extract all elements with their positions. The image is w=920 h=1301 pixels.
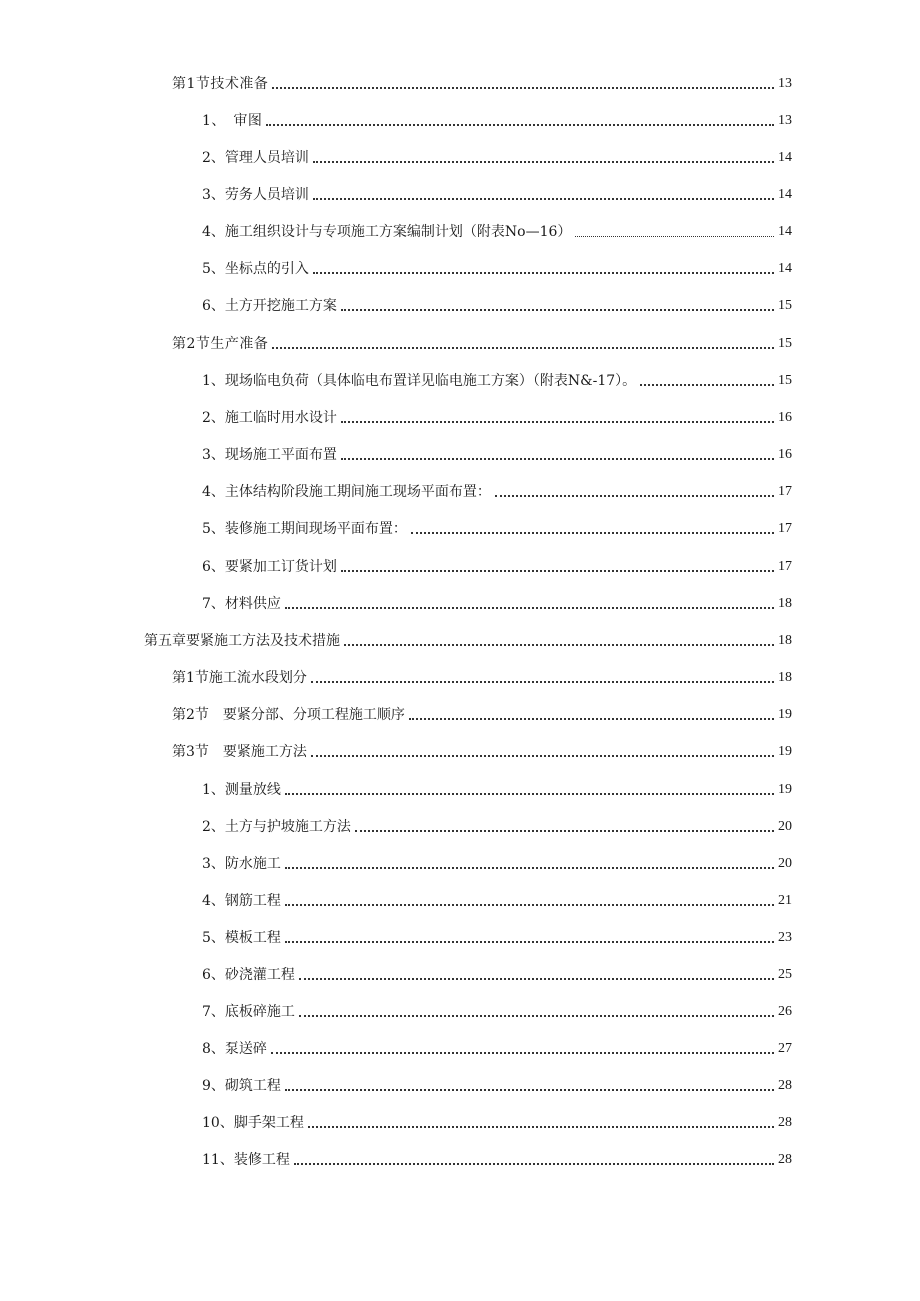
- dot-leader: [285, 793, 774, 795]
- toc-entry[interactable]: [202, 404, 792, 428]
- dot-leader: [341, 458, 774, 460]
- dot-leader: [411, 532, 774, 534]
- toc-entry-page: 14: [778, 261, 792, 276]
- toc-entry-page: 13: [778, 113, 792, 128]
- toc-entry-label: 5、模板工程: [202, 930, 281, 946]
- toc-entry-page: 15: [778, 298, 792, 313]
- toc-entry[interactable]: [202, 107, 792, 131]
- toc-entry[interactable]: [172, 701, 792, 725]
- toc-entry-page: 14: [778, 187, 792, 202]
- toc-entry-label: 3、防水施工: [202, 856, 281, 872]
- toc-entry-page: 17: [778, 521, 792, 536]
- toc-entry-label: 5、坐标点的引入: [202, 261, 309, 277]
- toc-entry[interactable]: [202, 1035, 792, 1059]
- dot-leader: [640, 384, 774, 386]
- toc-entry-label: 1、 审图: [202, 113, 263, 129]
- dot-leader: [285, 904, 774, 906]
- toc-entry[interactable]: [202, 887, 792, 911]
- toc-entry[interactable]: [202, 144, 792, 168]
- toc-entry[interactable]: [202, 292, 792, 316]
- dot-leader: [341, 421, 774, 423]
- dot-leader: [355, 830, 774, 832]
- toc-entry-label: 第3节 要紧施工方法: [172, 744, 307, 760]
- dot-leader: [285, 1089, 774, 1091]
- dot-leader: [311, 681, 774, 683]
- toc-entry-page: 27: [778, 1041, 792, 1056]
- toc-entry[interactable]: [202, 441, 792, 465]
- toc-entry[interactable]: [172, 330, 792, 354]
- toc-entry-page: 20: [778, 856, 792, 871]
- dot-leader: [266, 124, 774, 126]
- dot-leader: [313, 161, 774, 163]
- toc-entry[interactable]: [202, 515, 792, 539]
- dot-leader: [313, 272, 774, 274]
- dot-leader: [311, 755, 774, 757]
- toc-entry-label: 6、砂浇灌工程: [202, 967, 295, 983]
- dot-leader: [344, 644, 774, 646]
- toc-entry-label: 第1节施工流水段划分: [172, 670, 307, 686]
- dot-leader: [341, 309, 774, 311]
- toc-entry[interactable]: [172, 70, 792, 94]
- toc-entry-label: 4、钢筋工程: [202, 893, 281, 909]
- toc-entry-label: 1、现场临电负荷（具体临电布置详见临电施工方案）（附表N&-17）。: [202, 373, 637, 389]
- toc-entry-page: 14: [778, 150, 792, 165]
- toc-entry-page: 28: [778, 1115, 792, 1130]
- toc-entry[interactable]: [202, 553, 792, 577]
- dot-leader: [575, 236, 774, 237]
- dot-leader: [341, 570, 774, 572]
- dot-leader: [313, 198, 774, 200]
- toc-entry-page: 18: [778, 633, 792, 648]
- toc-entry-page: 23: [778, 930, 792, 945]
- dot-leader: [299, 978, 774, 980]
- dot-leader: [272, 347, 774, 349]
- toc-entry-label: 7、底板碎施工: [202, 1004, 295, 1020]
- toc-entry-label: 7、材料供应: [202, 596, 281, 612]
- toc-entry[interactable]: [202, 924, 792, 948]
- toc-entry-label: 2、土方与护坡施工方法: [202, 819, 351, 835]
- toc-entry-label: 3、现场施工平面布置: [202, 447, 337, 463]
- dot-leader: [271, 1052, 774, 1054]
- toc-entry-label: 第2节生产准备: [172, 336, 269, 352]
- dot-leader: [299, 1015, 774, 1017]
- toc-entry-label: 2、施工临时用水设计: [202, 410, 337, 426]
- toc-entry-label: 第五章要紧施工方法及技术措施: [144, 633, 340, 649]
- toc-entry-label: 11、装修工程: [202, 1152, 290, 1168]
- toc-entry[interactable]: [202, 961, 792, 985]
- toc-entry-label: 4、施工组织设计与专项施工方案编制计划（附表No—16）: [202, 224, 572, 240]
- toc-entry-page: 20: [778, 819, 792, 834]
- toc-entry-page: 17: [778, 484, 792, 499]
- dot-leader: [495, 495, 774, 497]
- toc-entry-label: 4、主体结构阶段施工期间施工现场平面布置：: [202, 484, 491, 500]
- toc-entry-page: 15: [778, 373, 792, 388]
- toc-entry-page: 14: [778, 224, 792, 239]
- toc-entry-label: 2、管理人员培训: [202, 150, 309, 166]
- toc-entry[interactable]: [202, 850, 792, 874]
- toc-entry-label: 8、泵送碎: [202, 1041, 267, 1057]
- toc-entry[interactable]: [202, 1109, 792, 1133]
- toc-entry-page: 16: [778, 447, 792, 462]
- toc-entry-label: 3、劳务人员培训: [202, 187, 309, 203]
- toc-entry-page: 28: [778, 1078, 792, 1093]
- toc-entry-page: 15: [778, 336, 792, 351]
- toc-entry[interactable]: [202, 776, 792, 800]
- toc-entry-label: 5、装修施工期间现场平面布置：: [202, 521, 407, 537]
- dot-leader: [308, 1126, 774, 1128]
- toc-entry-page: 28: [778, 1152, 792, 1167]
- toc-entry[interactable]: [202, 181, 792, 205]
- dot-leader: [285, 867, 774, 869]
- toc-entry-page: 18: [778, 670, 792, 685]
- toc-entry[interactable]: [172, 664, 792, 688]
- toc-entry[interactable]: [202, 1146, 792, 1170]
- toc-entry-page: 16: [778, 410, 792, 425]
- toc-entry[interactable]: [202, 255, 792, 279]
- toc-entry-page: 19: [778, 707, 792, 722]
- toc-entry-label: 6、土方开挖施工方案: [202, 298, 337, 314]
- dot-leader: [409, 718, 774, 720]
- toc-entry[interactable]: [202, 998, 792, 1022]
- toc-entry[interactable]: [172, 738, 792, 762]
- toc-entry[interactable]: [202, 218, 792, 242]
- toc-entry-page: 17: [778, 559, 792, 574]
- toc-entry-page: 19: [778, 744, 792, 759]
- toc-entry-page: 25: [778, 967, 792, 982]
- toc-entry[interactable]: [202, 478, 792, 502]
- dot-leader: [272, 87, 774, 89]
- toc-entry-label: 第2节 要紧分部、分项工程施工顺序: [172, 707, 405, 723]
- toc-entry-page: 26: [778, 1004, 792, 1019]
- dot-leader: [285, 941, 774, 943]
- toc-entry[interactable]: [202, 1072, 792, 1096]
- toc-entry-label: 10、脚手架工程: [202, 1115, 304, 1131]
- toc-entry[interactable]: [202, 367, 792, 391]
- toc-entry-label: 6、要紧加工订货计划: [202, 559, 337, 575]
- toc-entry-label: 1、测量放线: [202, 782, 281, 798]
- toc-entry-page: 18: [778, 596, 792, 611]
- dot-leader: [285, 607, 774, 609]
- toc-entry-page: 19: [778, 782, 792, 797]
- toc-entry-label: 第1节技术准备: [172, 76, 269, 92]
- toc-entry[interactable]: [202, 590, 792, 614]
- toc-entry-page: 21: [778, 893, 792, 908]
- toc-entry[interactable]: [144, 627, 792, 651]
- dot-leader: [294, 1163, 774, 1165]
- toc-entry-page: 13: [778, 76, 792, 91]
- toc-entry[interactable]: [202, 813, 792, 837]
- toc-entry-label: 9、砌筑工程: [202, 1078, 281, 1094]
